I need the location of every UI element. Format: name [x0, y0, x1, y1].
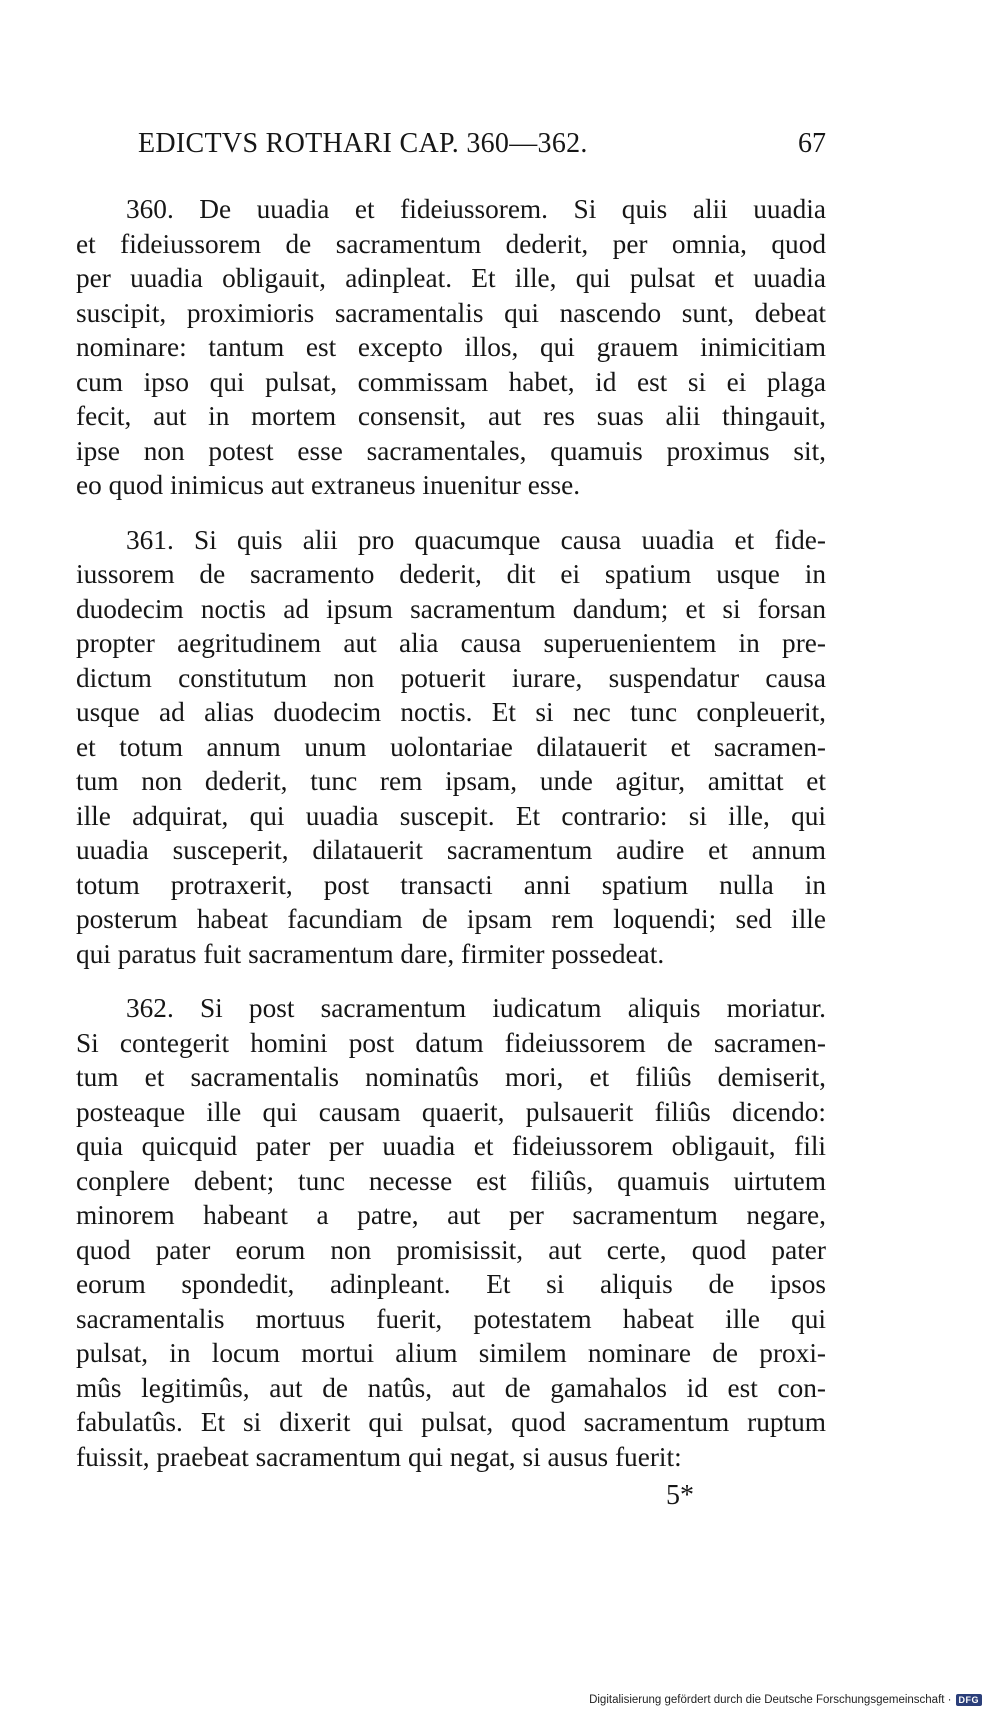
text-line: suscipit, proximioris sacramentalis qui nascendo sunt, debeat	[76, 297, 826, 328]
dfg-logo: DFG	[956, 1694, 983, 1706]
text-line: quia quicquid pater per uuadia et fideiussorem obligauit, fili	[76, 1131, 826, 1161]
text-line: cum ipso qui pulsat, commissam habet, id est si ei plaga	[76, 366, 826, 397]
text-line: mûs legitimûs, aut de natûs, aut de gamahalos id est con-	[76, 1372, 826, 1403]
text-line: eorum spondedit, adinpleant. Et si aliquis de ipsos	[76, 1269, 826, 1299]
text-line: fuissit, praebeat sacramentum qui negat, si ausus fuerit:	[76, 1441, 682, 1472]
text-line: quod pater eorum non promisissit, aut certe, quod pater	[76, 1234, 826, 1265]
signature-mark: 5*	[666, 1480, 694, 1511]
text-line: dictum constitutum non potuerit iurare, suspendatur causa	[76, 662, 826, 693]
text-line: tum et sacramentalis nominatûs mori, et filiûs demiserit,	[76, 1062, 826, 1092]
text-line: uuadia susceperit, dilatauerit sacramentum audire et annum	[76, 835, 826, 865]
text-line: fabulatûs. Et si dixerit qui pulsat, quod sacramentum ruptum	[76, 1407, 826, 1437]
paragraph-gap	[76, 503, 826, 523]
page-number: 67	[798, 128, 826, 159]
text-line: tum non dederit, tunc rem ipsam, unde agitur, amittat et	[76, 766, 826, 796]
text-line: minorem habeant a patre, aut per sacramentum negare,	[76, 1200, 826, 1230]
text-line: et totum annum unum uolontariae dilatauerit et sacramen-	[76, 731, 826, 762]
text-line: conplere debent; tunc necesse est filiûs, quamuis uirtutem	[76, 1165, 826, 1196]
text-line: pulsat, in locum mortui alium similem nominare de proxi-	[76, 1338, 826, 1368]
paragraph-2	[76, 523, 826, 972]
text-line: posterum habeat facundiam de ipsam rem loquendi; sed ille	[76, 904, 826, 934]
text-line: per uuadia obligauit, adinpleat. Et ille, qui pulsat et uuadia	[76, 263, 826, 293]
text-line: propter aegritudinem aut alia causa superuenientem in pre-	[76, 628, 826, 658]
main-text	[76, 192, 826, 1474]
text-line: fecit, aut in mortem consensit, aut res suas alii thingauit,	[76, 401, 826, 431]
footer-text: Digitalisierung gefördert durch die Deutsche Forschungsgemeinschaft ·	[589, 1694, 952, 1706]
text-line: ipse non potest esse sacramentales, quamuis proximus sit,	[76, 435, 826, 466]
text-line: Si contegerit homini post datum fideiussorem de sacramen-	[76, 1027, 826, 1058]
paragraph-gap	[76, 971, 826, 991]
text-line: et fideiussorem de sacramentum dederit, per omnia, quod	[76, 228, 826, 259]
text-line: 360. De uuadia et fideiussorem. Si quis alii uuadia	[126, 194, 826, 224]
text-line: nominare: tantum est excepto illos, qui grauem inimicitiam	[76, 332, 826, 362]
text-line: iussorem de sacramento dederit, dit ei spatium usque in	[76, 559, 826, 589]
running-title: EDICTVS ROTHARI CAP. 360—362.	[138, 128, 588, 159]
text-line: duodecim noctis ad ipsum sacramentum dandum; et si forsan	[76, 593, 826, 624]
paragraph-3	[76, 991, 826, 1474]
text-line: posteaque ille qui causam quaerit, pulsauerit filiûs dicendo:	[76, 1096, 826, 1127]
running-header	[76, 128, 826, 168]
text-line: ille adquirat, qui uuadia suscepit. Et contrario: si ille, qui	[76, 800, 826, 831]
text-line: eo quod inimicus aut extraneus inuenitur esse.	[76, 470, 581, 500]
text-line: 362. Si post sacramentum iudicatum aliquis moriatur.	[126, 993, 826, 1023]
paragraph-1	[76, 192, 826, 503]
text-line: usque ad alias duodecim noctis. Et si nec tunc conpleuerit,	[76, 697, 826, 727]
text-line: sacramentalis mortuus fuerit, potestatem habeat ille qui	[76, 1303, 826, 1334]
text-line: 361. Si quis alii pro quacumque causa uuadia et fide-	[126, 524, 826, 555]
digitization-footer	[589, 1694, 982, 1706]
text-line: totum protraxerit, post transacti anni spatium nulla in	[76, 869, 826, 900]
text-line: qui paratus fuit sacramentum dare, firmiter possedeat.	[76, 938, 665, 969]
